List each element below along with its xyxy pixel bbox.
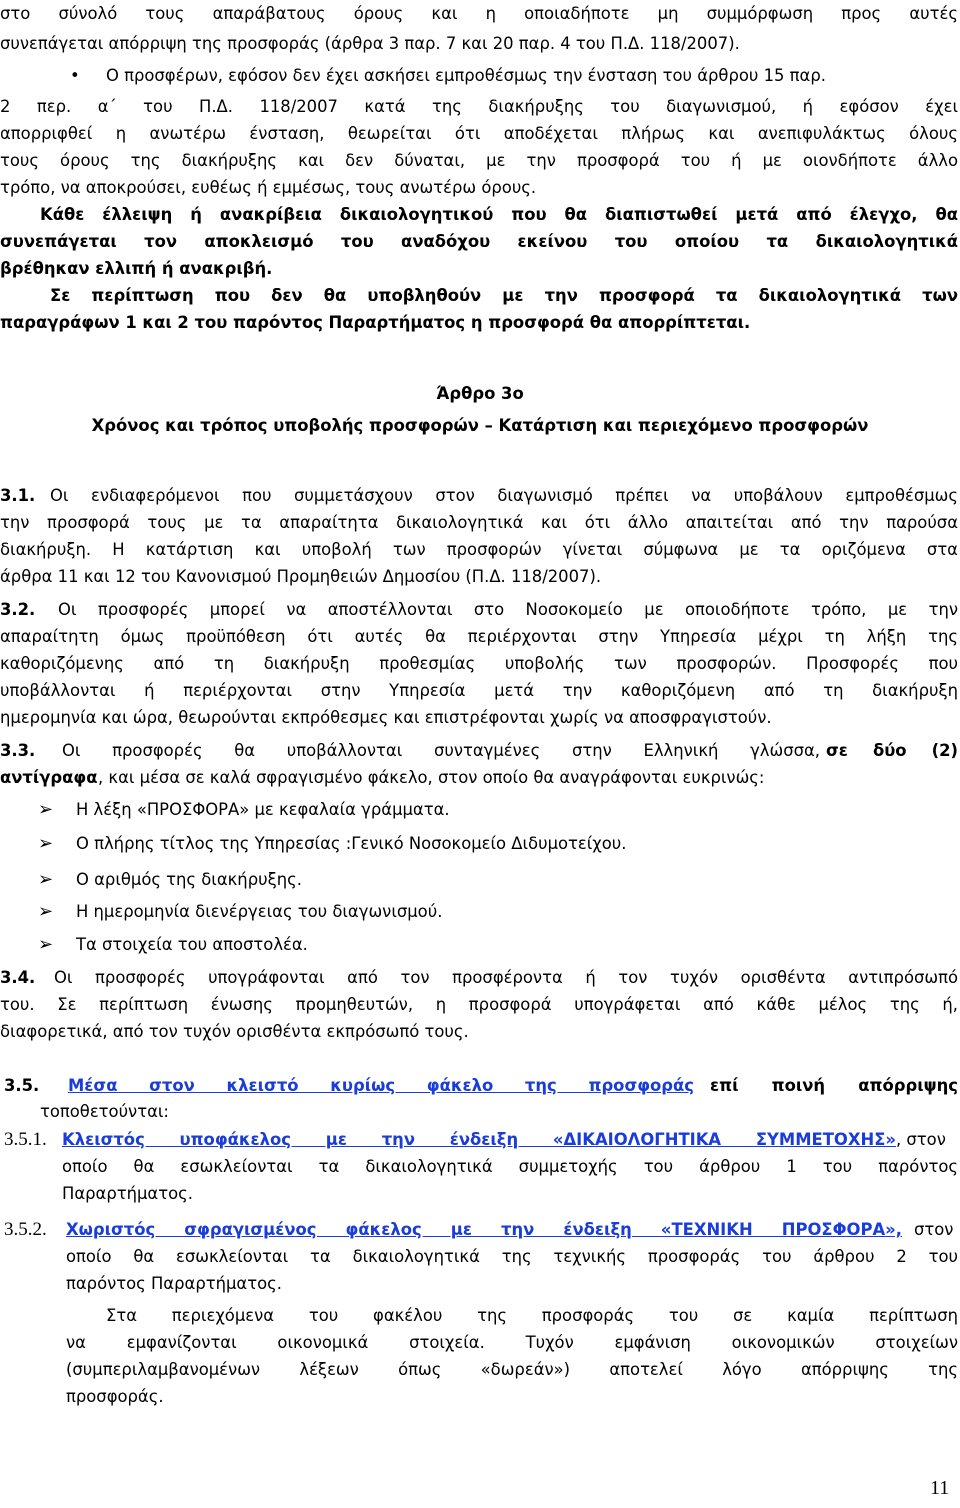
text-line: προσφοράς.: [66, 1387, 164, 1406]
text-line: τοποθετούνται:: [40, 1102, 169, 1121]
underlined-heading: Χωριστός σφραγισμένος φάκελος με την ένδειξη «ΤΕΧΝΙΚΗ ΠΡΟΣΦΟΡΑ»,: [66, 1220, 902, 1239]
bold-text: επί ποινή απόρριψης: [710, 1076, 958, 1095]
section-number: 3.2.: [0, 600, 36, 619]
text-line: οποίο θα εσωκλείονται τα δικαιολογητικά συμμετοχής του άρθρου 1 του παρόντος: [62, 1157, 958, 1176]
bold-text-line: Κάθε έλλειψη ή ανακρίβεια δικαιολογητικού που θα διαπιστωθεί μετά από έλεγχο, θα: [40, 205, 958, 224]
text-line: παρόντος Παραρτήματος.: [66, 1274, 282, 1293]
underlined-heading: Μέσα στον κλειστό κυρίως φάκελο της προσφοράς: [68, 1076, 694, 1095]
text-line: 2 περ. α΄ του Π.Δ. 118/2007 κατά της διακήρυξης του διαγωνισμού, ή εφόσον έχει: [0, 97, 958, 116]
bold-text: σε δύο (2): [826, 741, 958, 760]
text-line: να εμφανίζονται οικονομικά στοιχεία. Τυχόν εμφάνιση οικονομικών στοιχείων: [66, 1333, 958, 1352]
text-line: διακήρυξη. Η κατάρτιση και υποβολή των προσφορών γίνεται σύμφωνα με τα οριζόμενα στα: [0, 540, 958, 559]
bold-text-line: παραγράφων 1 και 2 του παρόντος Παραρτήματος η προσφορά θα απορρίπτεται.: [0, 313, 751, 332]
text-line: ημερομηνία και ώρα, θεωρούνται εκπρόθεσμες και επιστρέφονται χωρίς να αποσφραγιστούν.: [0, 708, 772, 727]
text-line: , και μέσα σε καλά σφραγισμένο φάκελο, στον οποίο θα αναγράφονται ευκρινώς:: [98, 768, 765, 787]
arrow-bullet-icon: ➢: [38, 799, 54, 820]
bold-text-line: Σε περίπτωση που δεν θα υποβληθούν με την προσφορά τα δικαιολογητικά των: [50, 286, 958, 305]
text-line: Οι προσφορές μπορεί να αποστέλλονται στο Νοσοκομείο με οποιοδήποτε τρόπο, με την: [58, 600, 958, 619]
article-subtitle: Χρόνος και τρόπος υποβολής προσφορών – Κατάρτιση και περιεχόμενο προσφορών: [91, 416, 869, 435]
list-item: Η ημερομηνία διενέργειας του διαγωνισμού.: [76, 902, 443, 921]
list-item: Ο πλήρης τίτλος της Υπηρεσίας :Γενικό Νοσοκομείο Διδυμοτείχου.: [76, 834, 627, 853]
text-line: διαφορετικά, από τον τυχόν ορισθέντα εκπρόσωπό τους.: [0, 1022, 469, 1041]
text-line: στο σύνολό τους απαράβατους όρους και η οποιαδήποτε μη συμμόρφωση προς αυτές: [0, 4, 958, 23]
list-item: Ο αριθμός της διακήρυξης.: [76, 870, 302, 889]
bold-text-line: συνεπάγεται τον αποκλεισμό του αναδόχου εκείνου του οποίου τα δικαιολογητικά: [0, 232, 958, 251]
underlined-heading: Κλειστός υποφάκελος με την ένδειξη «ΔΙΚΑΙΟΛΟΓΗΤΙΚΑ ΣΥΜΜΕΤΟΧΗΣ»: [62, 1130, 896, 1149]
section-number: 3.3.: [0, 741, 36, 760]
text-line: άρθρα 11 και 12 του Κανονισμού Προμηθειών Δημοσίου (Π.Δ. 118/2007).: [0, 567, 602, 586]
bold-text-line: βρέθηκαν ελλιπή ή ανακριβή.: [0, 259, 273, 278]
text-line: απορριφθεί η ανωτέρω ένσταση, θεωρείται ότι αποδέχεται πλήρως και ανεπιφυλάκτως όλους: [0, 124, 958, 143]
text-line: οποίο θα εσωκλείονται τα δικαιολογητικά της τεχνικής προσφοράς του άρθρου 2 του: [66, 1247, 958, 1266]
text-line: (συμπεριλαμβανομένων λέξεων όπως «δωρεάν») αποτελεί λόγο απόρριψης της: [66, 1360, 958, 1379]
text-line: Οι προσφορές υπογράφονται από τον προσφέροντα ή τον τυχόν ορισθέντα αντιπρόσωπό: [54, 968, 958, 987]
text-line: Οι ενδιαφερόμενοι που συμμετάσχουν στον διαγωνισμό πρέπει να υποβάλουν εμπροθέσμως: [50, 486, 958, 505]
text-line: υποβάλλονται ή περιέρχονται στην Υπηρεσία μετά την καθοριζόμενη από τη διακήρυξη: [0, 681, 958, 700]
text-line: τους όρους της διακήρυξης και δεν δύναται, με την προσφορά του ή με οιονδήποτε άλλο: [0, 151, 958, 170]
arrow-bullet-icon: ➢: [38, 934, 54, 955]
text-line: του. Σε περίπτωση ένωσης προμηθευτών, η προσφορά υπογράφεται από κάθε μέλος της ή,: [0, 995, 958, 1014]
text-line: Στα περιεχόμενα του φακέλου της προσφοράς του σε καμία περίπτωση: [106, 1306, 958, 1325]
text: , στον: [896, 1130, 946, 1149]
list-item: Η λέξη «ΠΡΟΣΦΟΡΑ» με κεφαλαία γράμματα.: [76, 800, 450, 819]
arrow-bullet-icon: ➢: [38, 833, 54, 854]
page-number: 11: [930, 1477, 950, 1499]
text-line: Παραρτήματος.: [62, 1184, 193, 1203]
text-line: τρόπο, να αποκρούσει, ευθέως ή εμμέσως, τους ανωτέρω όρους.: [0, 178, 537, 197]
list-item: Τα στοιχεία του αποστολέα.: [76, 935, 308, 954]
text-line: Οι προσφορές θα υποβάλλονται συνταγμένες στην Ελληνική γλώσσα,: [62, 741, 820, 760]
section-number: 3.5.1.: [4, 1129, 47, 1150]
text-line: συνεπάγεται απόρριψη της προσφοράς (άρθρα 3 παρ. 7 και 20 παρ. 4 του Π.Δ. 118/2007).: [0, 34, 740, 53]
section-number: 3.5.: [4, 1076, 40, 1095]
bold-text: αντίγραφα: [0, 768, 98, 787]
text-line: την προσφορά τους με τα απαραίτητα δικαιολογητικά και ότι άλλο απαιτείται από την παρούσα: [0, 513, 958, 532]
section-number: 3.5.2.: [4, 1219, 47, 1240]
article-title: Άρθρο 3ο: [436, 384, 524, 403]
text-line: καθοριζόμενης από τη διακήρυξη προθεσμίας υποβολής των προσφορών. Προσφορές που: [0, 654, 958, 673]
text-line: απαραίτητη όμως προϋπόθεση ότι αυτές θα περιέρχονται στην Υπηρεσία μέχρι τη λήξη της: [0, 627, 958, 646]
text-line: Ο προσφέρων, εφόσον δεν έχει ασκήσει εμπροθέσμως την ένσταση του άρθρου 15 παρ.: [106, 66, 826, 85]
section-number: 3.4.: [0, 968, 36, 987]
arrow-bullet-icon: ➢: [38, 869, 54, 890]
arrow-bullet-icon: ➢: [38, 901, 54, 922]
text: στον: [914, 1220, 954, 1239]
bullet: •: [70, 66, 80, 85]
section-number: 3.1.: [0, 486, 36, 505]
